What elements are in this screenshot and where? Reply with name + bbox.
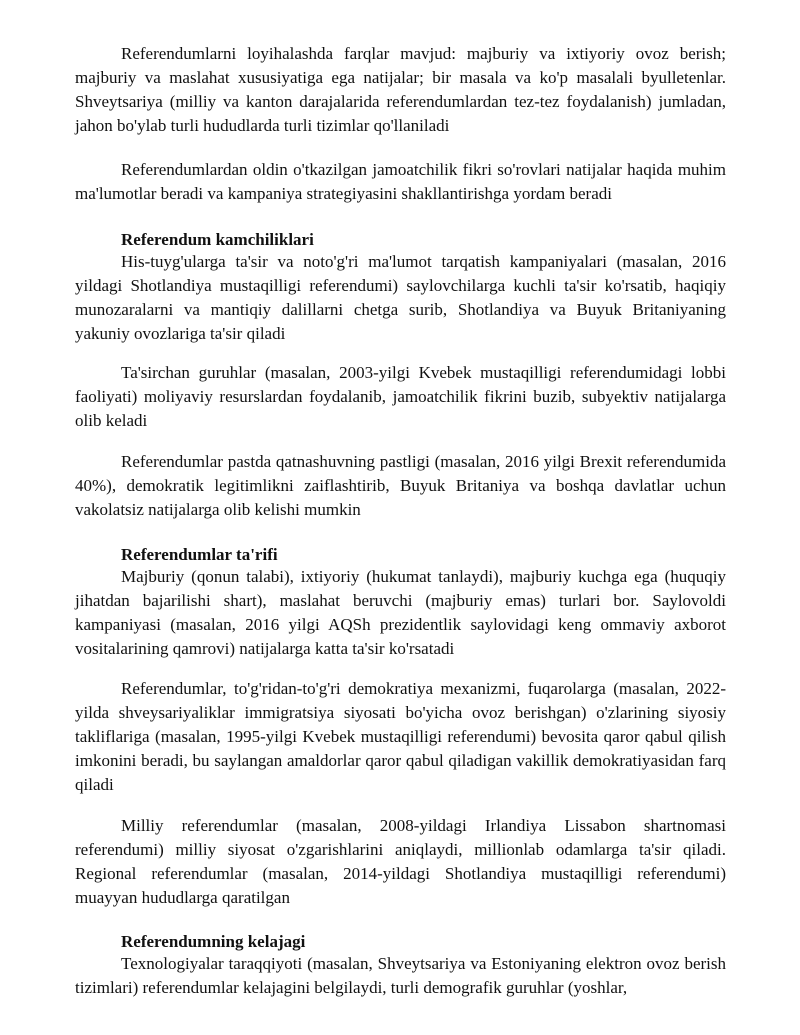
section-heading: Referendumlar ta'rifi — [121, 545, 278, 564]
paragraph: His-tuyg'ularga ta'sir va noto'g'ri ma'lumot tarqatish kampaniyalari (masalan, 2016 yildagi Shotlandiya mustaqilligi referendumi) saylovchilarga kuchli ta'sir ko'rsatib, haqiqiy munozaralarni va mantiqiy dalillarni chetga surib, Shotlandiya va Buyuk Britaniyaning yakuniy ovozlariga ta'sir qiladi — [75, 252, 726, 343]
section-heading: Referendumning kelajagi — [121, 932, 306, 951]
paragraph: Milliy referendumlar (masalan, 2008-yildagi Irlandiya Lissabon shartnomasi referendumi) milliy siyosat o'zgarishlarini aniqlaydi, millionlab odamlarga ta'sir qiladi. Regional referendumlar (masalan, 2014-yildagi Shotlandiya mustaqilligi referendumi) muayyan hududlarga qaratilgan — [75, 816, 726, 907]
paragraph: Referendumlarni loyihalashda farqlar mavjud: majburiy va ixtiyoriy ovoz berish; majburiy va maslahat xususiyatiga ega natijalar; bir masala va ko'p masalali byulletenlar. Shveytsariya (milliy va kanton darajalarida referendumlardan tez-tez foydalanish) jumladan, jahon bo'ylab turli hududlarda turli tizimlar qo'llaniladi — [75, 44, 726, 135]
paragraph: Texnologiyalar taraqqiyoti (masalan, Shveytsariya va Estoniyaning elektron ovoz berish tizimlari) referendumlar kelajagini belgilaydi, turli demografik guruhlar (yoshlar, — [75, 954, 726, 997]
section-heading: Referendum kamchiliklari — [121, 230, 314, 249]
paragraph: Referendumlardan oldin o'tkazilgan jamoatchilik fikri so'rovlari natijalar haqida muhim ma'lumotlar beradi va kampaniya strategiyasini shakllantirishga yordam beradi — [75, 160, 726, 203]
paragraph: Majburiy (qonun talabi), ixtiyoriy (hukumat tanlaydi), majburiy kuchga ega (huquqiy jihatdan bajarilishi shart), maslahat beruvchi (majburiy emas) turlari bor. Saylovoldi kampaniyasi (masalan, 2016 yilgi AQSh prezidentlik saylovidagi keng ommaviy axborot vositalarining qamrovi) natijalarga katta ta'sir ko'rsatadi — [75, 567, 726, 658]
paragraph: Ta'sirchan guruhlar (masalan, 2003-yilgi Kvebek mustaqilligi referendumidagi lobbi faoliyati) moliyaviy resurslardan foydalanib, jamoatchilik fikrini buzib, subyektiv natijalarga olib keladi — [75, 363, 726, 430]
paragraph: Referendumlar pastda qatnashuvning pastligi (masalan, 2016 yilgi Brexit referendumida 40%), demokratik legitimlikni zaiflashtirib, Buyuk Britaniya va boshqa davlatlar uchun vakolatsiz natijalarga olib kelishi mumkin — [75, 452, 726, 519]
paragraph: Referendumlar, to'g'ridan-to'g'ri demokratiya mexanizmi, fuqarolarga (masalan, 2022-yilda shveysariyaliklar immigratsiya siyosati bo'yicha ovoz berishgan) o'zlarining siyosiy takliflariga (masalan, 1995-yilgi Kvebek mustaqilligi referendumi) bevosita qaror qabul qilish imkonini beradi, bu saylangan amaldorlar qaror qabul qiladigan vakillik demokratiyasidan farq qiladi — [75, 679, 726, 794]
